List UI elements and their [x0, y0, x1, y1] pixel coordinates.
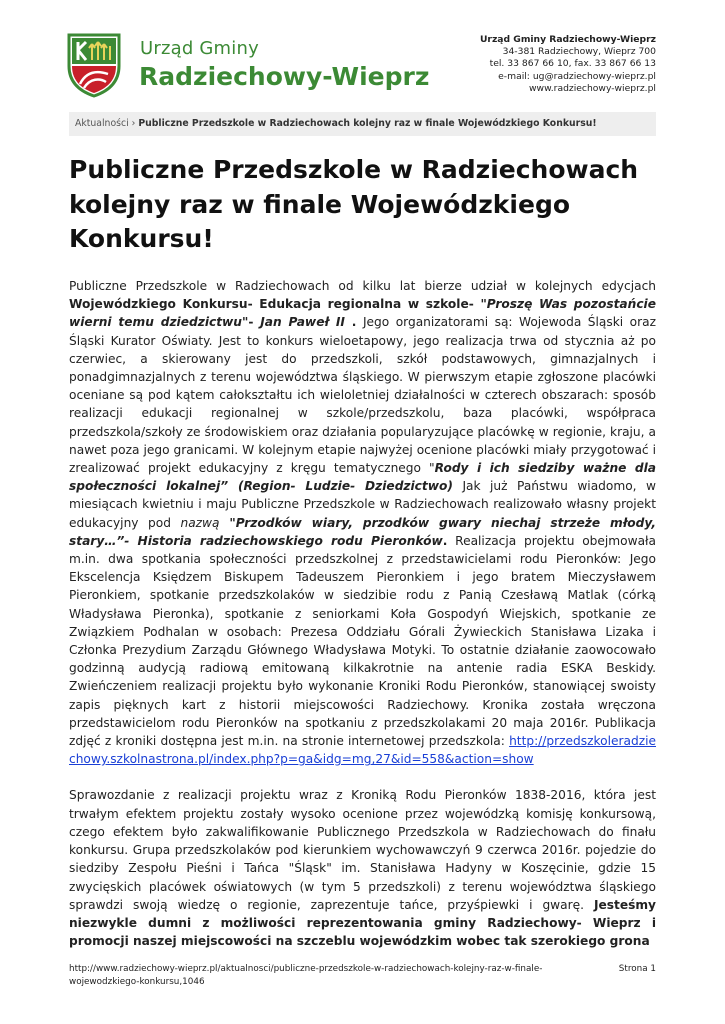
site-logo[interactable]	[66, 32, 430, 102]
logo-line2: Radziechowy-Wieprz	[139, 62, 430, 91]
breadcrumb-separator: ›	[131, 118, 136, 129]
bold-italic-run: Rody i ich siedziby ważne dla społeczności lokalnej” (Region- Ludzie- Dziedzictwo)	[69, 461, 656, 494]
text-run: Sprawozdanie z realizacji projektu wraz z Kroniką Rodu Pieronków 1838-2016, która jest trwałym efektem projektu zostały wysoko ocenione przez wojewódzką komisję konkursową, czego efektem było zakwalifikowanie Publicznego Przedszkola w Radziechowach do finału konkursu. Grupa przedszkolaków pod kierunkiem wychowawczyń 9 czerwca 2016r. pojedzie do siedziby Zespołu Pieśni i Tańca "Śląsk" im. Stanisława Hadyny w Koszęcinie, gdzie 15 zwycięskich placówek oświatowych (w tym 5 przedszkoli) z terenu województwa śląskiego sprawdzi swoją wiedzę o regionie, zaprezentuje tańce, przyśpiewki i gwarę.	[69, 788, 656, 912]
logo-line1: Urząd Gminy	[140, 38, 259, 59]
text-run: Publiczne Przedszkole w Radziechowach od kilku lat bierze udział w kolejnych edycjach	[69, 279, 656, 293]
breadcrumb	[69, 112, 656, 136]
bold-italic-run: Przodków wiary, przodków gwary niechaj strzeże młody, stary…”- Historia radziechowskiego rodu Pieronków	[69, 515, 656, 548]
contact-block	[480, 34, 656, 95]
article-paragraph-2	[69, 786, 656, 950]
bold-run: .	[442, 533, 448, 548]
bold-run: Jesteśmy niezwykle dumni z możliwości reprezentowania gminy Radziechowy- Wieprz i promocji naszej miejscowości na szczeblu wojewódzkim wobec tak szerokiego grona	[69, 897, 656, 949]
article-body	[69, 277, 656, 950]
text-run: Jak już Państwu wiadomo, w miesiącach kwietniu i maju Publiczne Przedszkole w Radziechowach realizowało własny projekt edukacyjny pod	[69, 479, 657, 530]
office-email[interactable]: e-mail: ug@radziechowy-wieprz.pl	[498, 70, 656, 82]
bold-run: .	[344, 315, 357, 330]
breadcrumb-parent-link[interactable]: Aktualności	[75, 118, 129, 129]
bold-run: "	[219, 515, 236, 530]
article-paragraph-1	[69, 277, 656, 768]
breadcrumb-current: Publiczne Przedszkole w Radziechowach kolejny raz w finale Wojewódzkiego Konkursu!	[138, 118, 597, 129]
text-run: Realizacja projektu obejmowała m.in. dwa spotkania społeczności przedszkolnej z przedstawicielami rodu Pieronków: Jego Ekscelencja Księdzem Biskupem Tadeuszem Pieronkiem i jego bratem Mieczysławem Pieronkiem, spotkanie przedszkolaków w siedzibie rodu z Panią Czesławą Matlak (córką Władysława Pieronka), spotkanie z seniorkami Koła Gospodyń Wiejskich, spotkanie ze Związkiem Podhalan w osobach: Prezesa Oddziału Górali Żywieckich Stanisława Lizaka i Członka Prezydium Zarządu Głównego Władysława Motyki. To ostatnie działanie zaowocowało godzinną audycją radiową emitowaną kilkakrotnie na antenie radia ESKA Beskidy. Zwieńczeniem realizacji projektu było wykonanie Kroniki Rodu Pieronków, stanowiącej swoisty zapis pięknych kart z historii miejscowości Radziechowy. Kronika została wręczona przedstawicielom rodu Pieronków na spotkaniu z przedszkolakami 20 maja 2016r. Publikacja zdjęć z kroniki dostępna jest m.in. na stronie internetowej przedszkola:	[69, 533, 656, 749]
text-run: Jego organizatorami są: Wojewoda Śląski oraz Śląski Kurator Oświaty. Jest to konkurs wieloetapowy, jego realizacja trwa od stycznia aż po czerwiec, a skierowany jest do przedszkoli, szkół podstawowych, gimnazjalnych i ponadgimnazjalnych z terenu województwa śląskiego. W pierwszym etapie zgłoszone placówki oceniane są pod kątem całokształtu ich wieloletniej działalności w czterech obszarach: sposób realizacji edukacji regionalnej w szkole/przedszkolu, baza placówki, współpraca przedszkola/szkoły ze środowiskiem oraz działania popularyzujące placówkę w regionie, kraju, a nawet poza jego granicami. W kolejnym etapie najwyżej ocenione placówki miały przygotować i zrealizować projekt edukacyjny z kręgu tematycznego "	[69, 315, 657, 476]
bold-italic-run: Jan Paweł II	[260, 315, 345, 330]
bold-italic-run: Proszę Was pozostańcie wierni temu dziedzictwu	[69, 297, 656, 330]
page-footer	[69, 963, 656, 988]
page-title: Publiczne Przedszkole w Radziechowach kolejny raz w finale Wojewódzkiego Konkursu!	[69, 155, 639, 253]
bold-run: "-	[242, 315, 261, 330]
office-address: 34-381 Radziechowy, Wieprz 700	[502, 46, 656, 58]
page-number: Strona 1	[618, 964, 656, 974]
coat-of-arms-icon	[66, 32, 122, 98]
gallery-link[interactable]: http://przedszkoleradziechowy.szkolnastrona.pl/index.php?p=ga&idg=mg,27&id=558&action=show	[69, 734, 656, 767]
bold-run: Wojewódzkiego Konkursu- Edukacja regionalna w szkole- "	[69, 297, 487, 312]
office-name: Urząd Gminy Radziechowy-Wieprz	[479, 34, 656, 45]
italic-run: nazwą	[180, 515, 220, 530]
footer-url: http://www.radziechowy-wieprz.pl/aktualnosci/publiczne-przedszkole-w-radziechowach-kolejny-raz-w-finale-wojewodzkiego-konkursu,1046	[69, 964, 543, 987]
office-phone: tel. 33 867 66 10, fax. 33 867 66 13	[489, 58, 656, 70]
office-website[interactable]: www.radziechowy-wieprz.pl	[529, 82, 656, 94]
